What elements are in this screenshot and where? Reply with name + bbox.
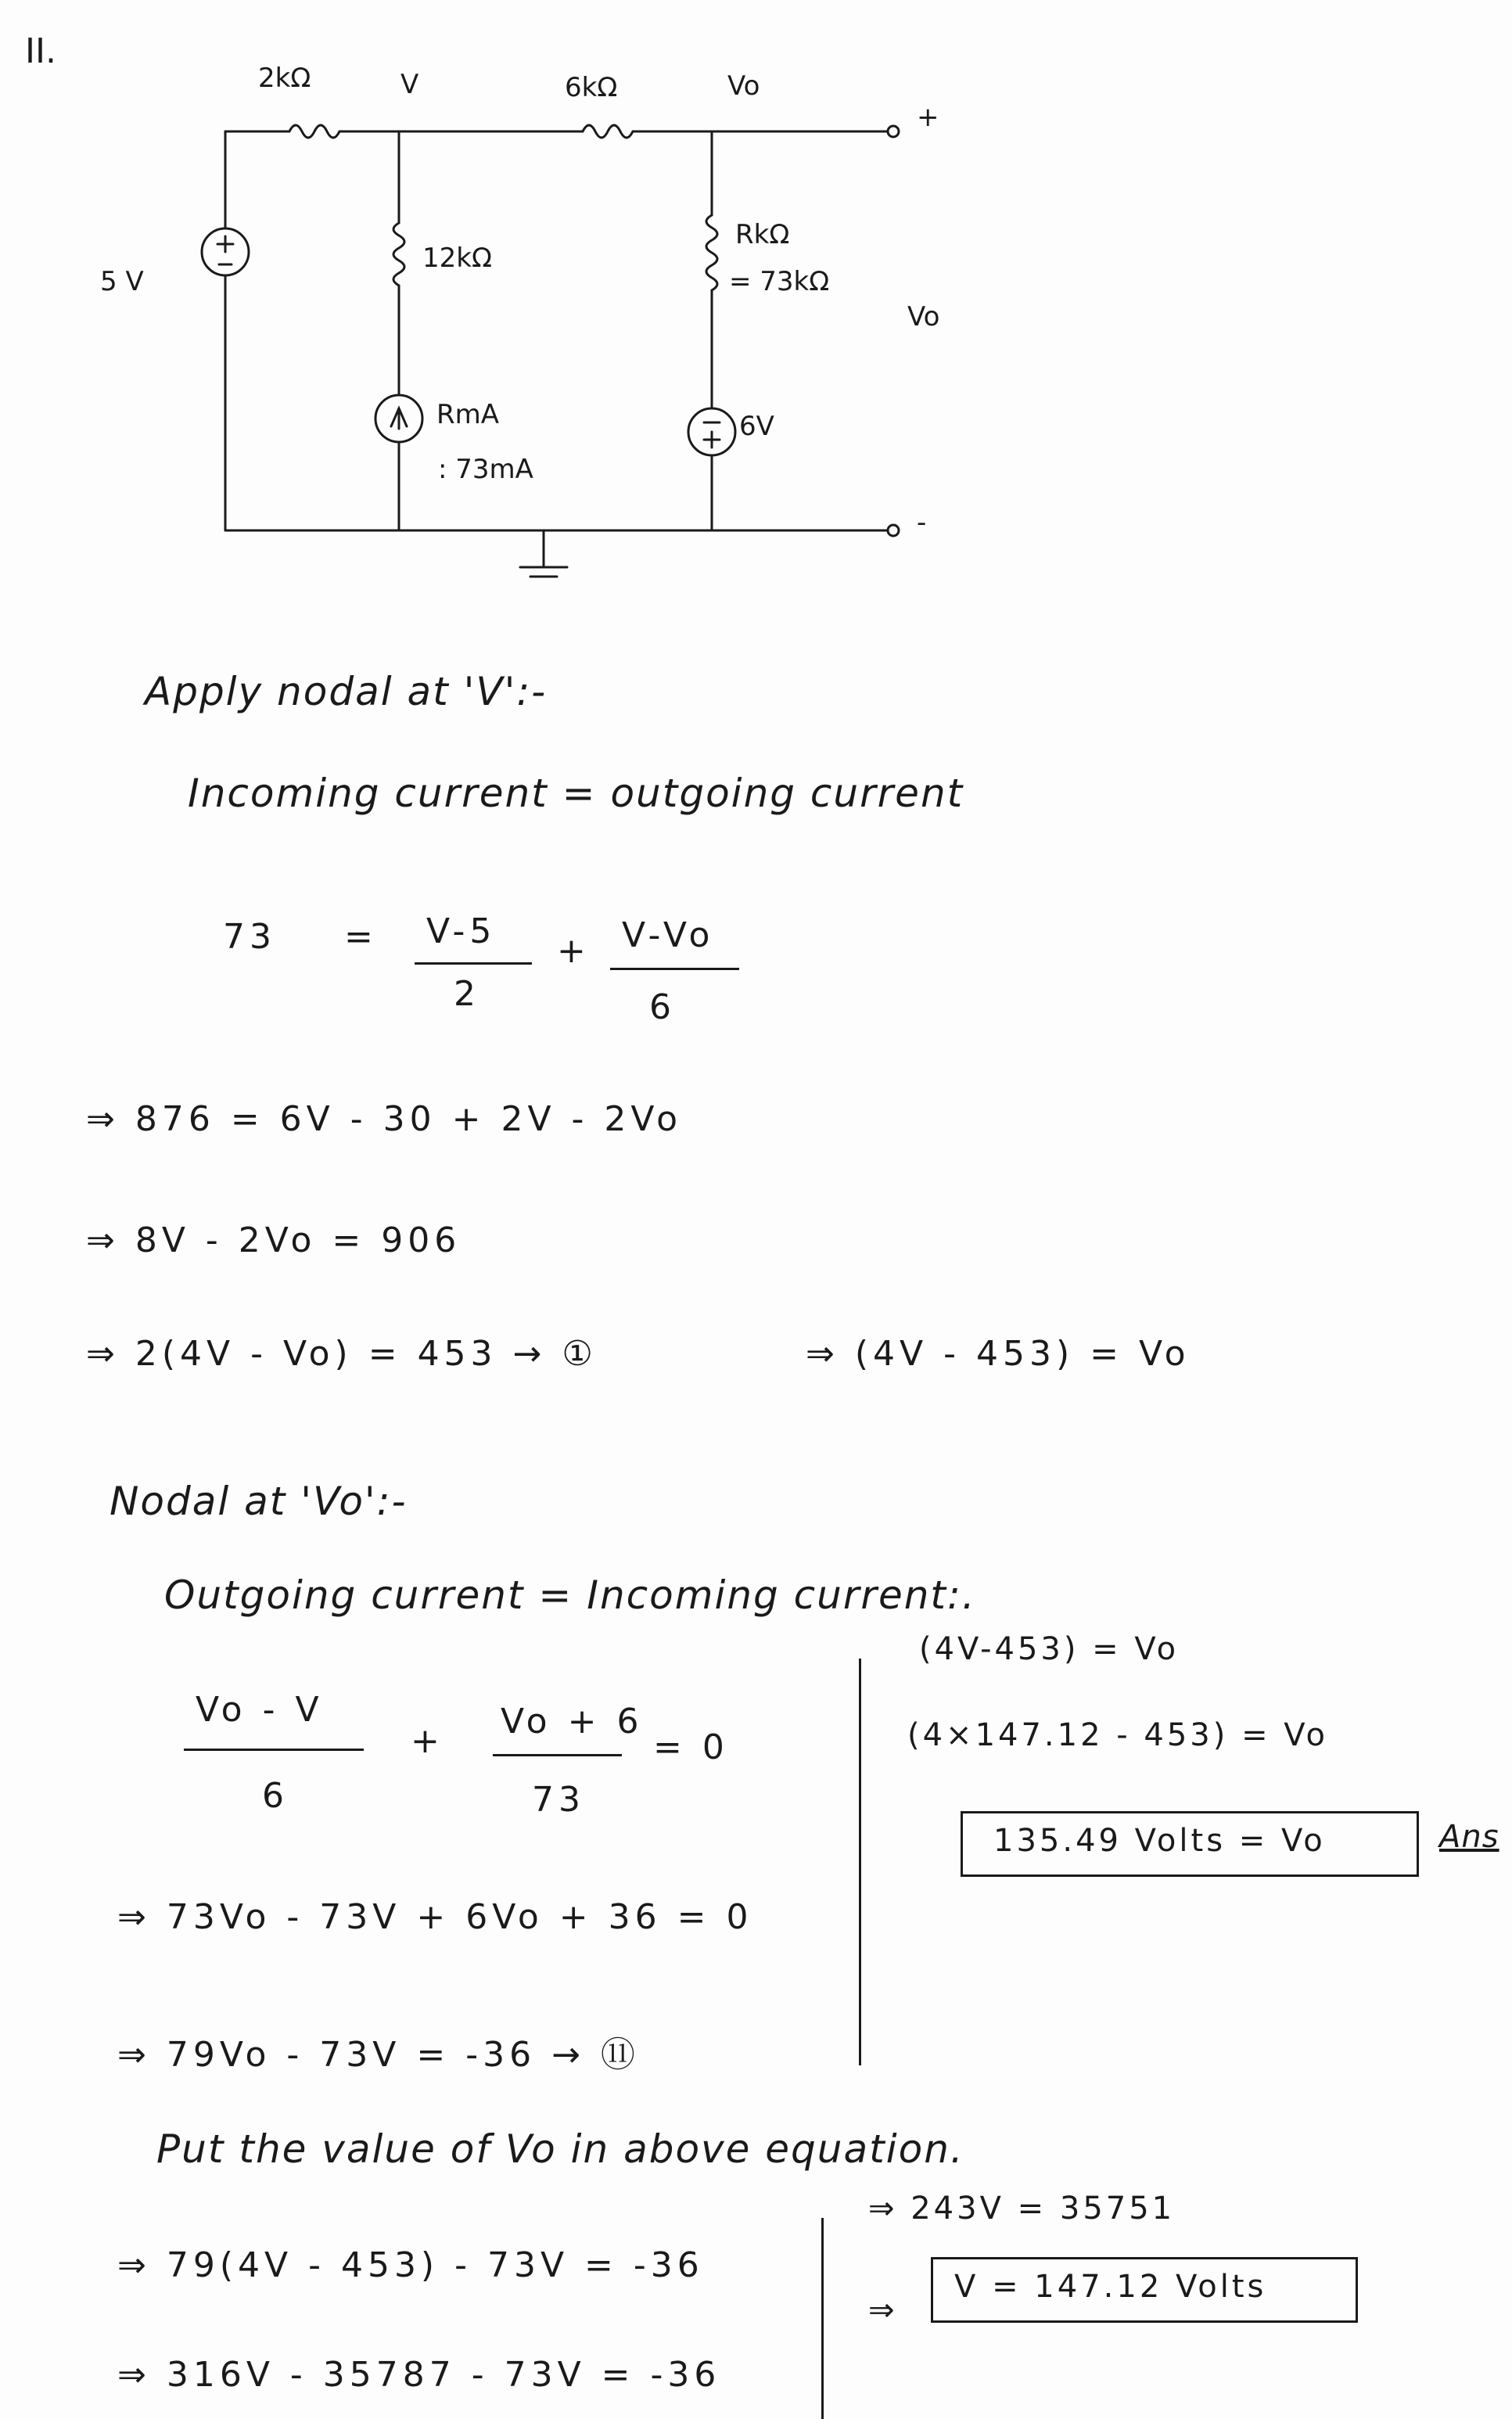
resistor-label-12k: 12kΩ bbox=[422, 243, 492, 274]
eq1-fraction-bar-1 bbox=[415, 962, 532, 965]
resistor-label-r: RkΩ bbox=[735, 219, 790, 250]
side-divider-2 bbox=[821, 2218, 824, 2419]
eq4-rearranged: ⇒ (4V - 453) = Vo bbox=[806, 1334, 1191, 1374]
vo-answer: 135.49 Volts = Vo bbox=[993, 1823, 1326, 1859]
eq5-den2: 73 bbox=[532, 1780, 585, 1820]
kcl-statement-1: Incoming current = outgoing current bbox=[188, 771, 964, 816]
eq3: ⇒ 8V - 2Vo = 906 bbox=[86, 1220, 462, 1260]
answer-label: Ans bbox=[1439, 1819, 1499, 1855]
eq5-plus: + bbox=[411, 1721, 444, 1761]
eq5-den1: 6 bbox=[262, 1776, 289, 1816]
eq5-fraction-bar-1 bbox=[184, 1749, 364, 1751]
resistor-value-73k: = 73kΩ bbox=[729, 266, 830, 297]
node-label-v: V bbox=[400, 69, 419, 100]
source-label-5v: 5 V bbox=[100, 266, 144, 297]
substitution-heading: Put the value of Vo in above equation. bbox=[156, 2126, 964, 2172]
side-divider-1 bbox=[859, 1659, 861, 2065]
side-step-2: (4×147.12 - 453) = Vo bbox=[907, 1717, 1329, 1753]
eq5-num2: Vo + 6 bbox=[501, 1702, 644, 1741]
eq1-plus: + bbox=[557, 931, 591, 971]
current-source-label: RmA bbox=[436, 399, 500, 430]
node-label-vo: Vo bbox=[727, 70, 760, 102]
heading-nodal-v: Apply nodal at 'V':- bbox=[145, 669, 548, 714]
resistor-label-6k: 6kΩ bbox=[565, 72, 618, 103]
side-step-1: (4V-453) = Vo bbox=[919, 1631, 1180, 1667]
eq9: ⇒ 316V - 35787 - 73V = -36 bbox=[117, 2355, 721, 2395]
source-label-6v: 6V bbox=[739, 411, 774, 442]
eq1-den1: 2 bbox=[454, 974, 480, 1014]
output-plus: + bbox=[917, 102, 939, 133]
eq5-fraction-bar-2 bbox=[493, 1754, 622, 1756]
eq4: ⇒ 2(4V - Vo) = 453 → ① bbox=[86, 1334, 598, 1374]
output-label-vo: Vo bbox=[907, 301, 940, 332]
eq8: ⇒ 79(4V - 453) - 73V = -36 bbox=[117, 2245, 704, 2285]
resistor-label-2k: 2kΩ bbox=[258, 63, 311, 94]
section-number: II. bbox=[25, 31, 56, 71]
heading-nodal-vo: Nodal at 'Vo':- bbox=[110, 1479, 408, 1524]
eq1-num2: V-Vo bbox=[622, 915, 715, 955]
side-step-4: ⇒ 243V = 35751 bbox=[868, 2191, 1176, 2227]
eq1-fraction-bar-2 bbox=[610, 968, 739, 970]
current-source-value: : 73mA bbox=[438, 454, 533, 485]
eq1-den2: 6 bbox=[649, 987, 676, 1027]
eq6: ⇒ 73Vo - 73V + 6Vo + 36 = 0 bbox=[117, 1897, 753, 1937]
eq2: ⇒ 876 = 6V - 30 + 2V - 2Vo bbox=[86, 1099, 682, 1139]
eq1-num1: V-5 bbox=[426, 911, 497, 951]
eq7: ⇒ 79Vo - 73V = -36 → ⑪ bbox=[117, 2035, 640, 2075]
eq5-rhs: = 0 bbox=[653, 1727, 729, 1767]
eq5-num1: Vo - V bbox=[196, 1690, 324, 1730]
side-step-5-arrow: ⇒ bbox=[868, 2292, 898, 2328]
output-minus: - bbox=[917, 507, 927, 538]
eq1-lhs: 73 bbox=[223, 917, 276, 957]
kcl-statement-2: Outgoing current = Incoming current:. bbox=[164, 1573, 976, 1618]
eq1-equals: = bbox=[344, 917, 378, 957]
v-answer: V = 147.12 Volts bbox=[954, 2269, 1267, 2305]
